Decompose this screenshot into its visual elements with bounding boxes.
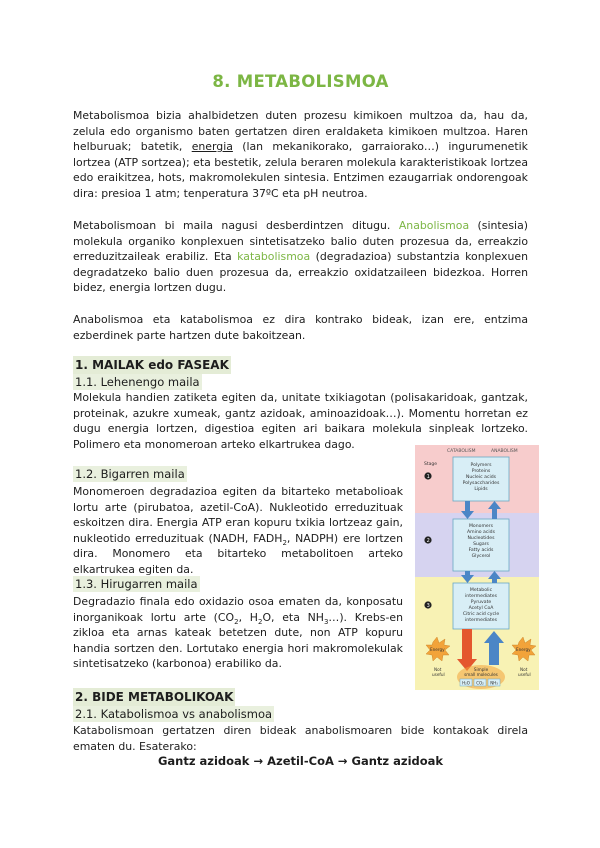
molecule-co2: CO₂: [476, 680, 484, 686]
metabolism-diagram: [415, 445, 539, 690]
energy-left-label: Energy: [430, 647, 445, 652]
katabolismoa-term: katabolismoa: [237, 250, 311, 264]
intro-p2-b: (sintesia) molekula organiko konplexuen sintetisatzeko balio duten prozesua da, erreakzio erreduzitzaileak erabiliz. Eta: [73, 219, 529, 264]
formula-line: Gantz azidoak → Azetil-CoA → Gantz azidoak: [157, 754, 444, 768]
s12-text-b: , NADPH) ere lortzen dira. Monomero eta bitarteko metabolitoen arteko elkartrukea egiten da.: [73, 531, 403, 576]
box3-line-3: Pyruvate: [470, 600, 492, 605]
section-2-heading: 2. BIDE METABOLIKOAK: [75, 690, 234, 704]
s13-text-b: , H: [238, 610, 258, 624]
box3-line-4: Acetyl CoA: [468, 606, 494, 611]
box2-line-5: Fatty acids: [468, 548, 494, 553]
box1-line-4: Polysaccharides: [462, 481, 500, 486]
catabolism-header: CATABOLISM: [447, 449, 476, 454]
section-1-heading: 1. MAILAK edo FASEAK: [75, 358, 229, 372]
s12-text-a: Monomeroen degradazioa egiten da bitarteko metabolioak lortu arte (pirubatoa, azetil-CoA). Nukleotido erreduzituak eskoitzen dira. Energia ATP eran kopuru txikia lortzeaz gain, nukleotido erreduzituak (NADH, FADH: [73, 485, 403, 545]
box2-line-2: Amino acids: [466, 530, 496, 535]
s12-sub: 2: [282, 538, 287, 547]
stage-1-number: 1: [426, 474, 430, 480]
molecule-nh3: NH₃: [490, 680, 498, 686]
box1-line-2: Proteins: [471, 469, 491, 474]
s13-sub3: 3: [323, 617, 329, 626]
s13-sub1: 2: [234, 617, 239, 626]
box3-line-1: Metabolic: [469, 588, 493, 593]
section-2-1-heading: 2.1. Katabolismoa vs anabolismoa: [75, 707, 273, 721]
heat-left-line-1: Not: [434, 667, 442, 672]
energia-link[interactable]: energia: [191, 140, 233, 154]
section-1-1-text: Molekula handien zatiketa egiten da, unitate txikiagotan (polisakaridoak, gantzak, proteinak, azukre xumeak, gantz azidoak, aminoazidoak…). Momentu horretan ez dugu energia lortzen, digestioa egiten ari baikara molekula sinpleak lortzeko. Polimero eta monomeroan arteko elkartrukea dago.: [73, 391, 528, 451]
s13-text-c: O, eta NH: [262, 610, 324, 624]
stage-3-number: 3: [426, 603, 430, 609]
s13-sub2: 2: [257, 617, 263, 626]
stage-2-number: 2: [426, 538, 430, 544]
box2-line-3: Nucleotides: [467, 536, 495, 541]
intro-paragraph-2: [73, 218, 528, 296]
s13-text-a: Degradazio finala edo oxidazio osoa ematen da, konposatu inorganikoak lortu arte (CO: [73, 595, 403, 624]
box1-line-1: Polymers: [470, 463, 492, 468]
section-1-3-text: [73, 594, 403, 672]
section-1-2-heading: 1.2. Bigarren maila: [75, 467, 185, 481]
intro-p1-text: Metabolismoa bizia ahalbidetzen duten prozesu kimikoen multzoa da, hau da, zelula edo organismo baten gertatzen diren eraldaketa kimikoen multzoa. Haren helburuak; batetik,: [73, 109, 528, 154]
box3-line-2: intermediates: [465, 594, 497, 599]
box2-line-4: Sugars: [473, 542, 489, 547]
page-title: 8. METABOLISMOA: [212, 72, 389, 91]
simple-label-1: Simple: [473, 667, 489, 672]
heat-left-line-2: useful: [432, 672, 445, 677]
cat-red-arrow-shaft: [462, 629, 472, 661]
intro-p2-a: Metabolismoan bi maila nagusi desberdintzen ditugu.: [73, 219, 399, 232]
heat-right-line-1: Not: [520, 667, 528, 672]
ana-red-arrow-shaft: [489, 641, 499, 665]
intro-paragraph-1: [73, 108, 528, 202]
box2-line-1: Monomers: [468, 524, 494, 529]
intro-p1-rest: (lan mekanikorako, garraiorako…) ingurumenetik lortzea (ATP sortzea); eta bestetik, zelula beraren molekula karakteristikoak lortzea edo eraikitzea, hots, makromolekulen sintesia. Entzimen ezaugarriak ondorengoak dira: presioa 1 atm; tenperatura 37ºC eta pH neutroa.: [73, 140, 528, 200]
box3-line-5: Citric acid cycle: [462, 612, 500, 617]
section-1-1-heading: 1.1. Lehenengo maila: [75, 375, 200, 389]
box2-line-6: Glycerol: [471, 554, 491, 559]
anabolismoa-term: Anabolismoa: [398, 219, 470, 232]
energy-right-label: Energy: [516, 647, 531, 652]
intro-paragraph-3: Anabolismoa eta katabolismoa ez dira kontrako bideak, izan ere, entzima ezberdinek parte hartzen dute bakoitzean.: [73, 313, 528, 342]
section-1-2-text: [73, 484, 403, 578]
s13-text-d: …). Krebs-en zikloa eta arnas kateak betetzen dute, non ATP kopuru handia sortzen den. Lortutako energia hori makromolekulak sintetisatzeko (karbonoa) erabiliko da.: [73, 610, 403, 671]
section-2-1-text: Katabolismoan gertatzen diren bideak anabolismoaren bide kontakoak direla ematen du. Esaterako:: [73, 724, 528, 753]
heat-right-line-2: useful: [518, 672, 531, 677]
anabolism-header: ANABOLISM: [491, 449, 518, 454]
box1-line-3: Nucleic acids: [465, 475, 497, 480]
molecule-h2o: H₂O: [462, 680, 470, 686]
simple-label-2: small molecules: [464, 672, 498, 677]
section-1-3-heading: 1.3. Hirugarren maila: [75, 577, 198, 591]
intro-p2-c: (degradazioa) substantzia konplexuen degradatzeko balio duen prozesua da, erreakzio oxidatzaileen bidezkoa. Horren bidez, energia lortzen dugu.: [73, 250, 528, 295]
stage-label: Stage: [424, 462, 438, 467]
box1-line-5: Lipids: [474, 487, 488, 492]
box3-line-6: intermediates: [465, 618, 497, 623]
